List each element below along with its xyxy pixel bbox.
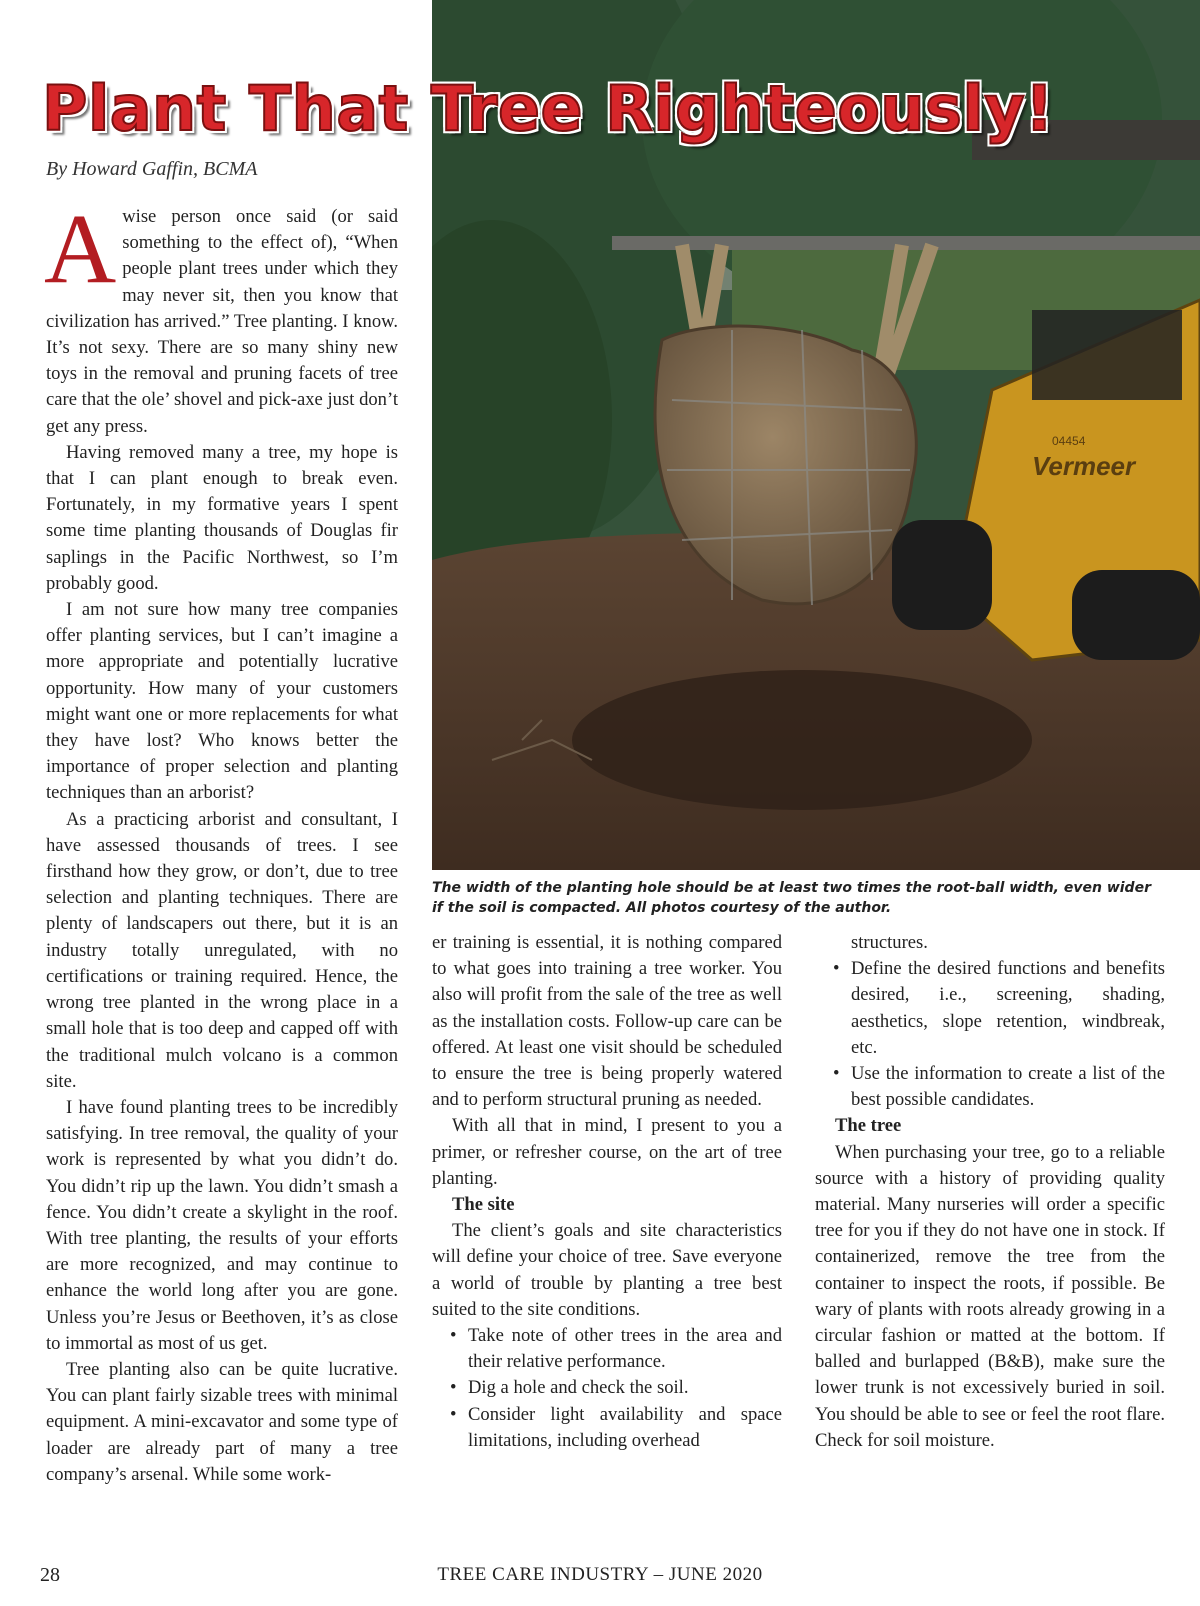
list-item: • Consider light availability and space limitations, including overhead (468, 1402, 782, 1454)
drop-cap: A (44, 193, 117, 304)
publication-footer: TREE CARE INDUSTRY – JUNE 2020 (437, 1564, 763, 1585)
column-1 (44, 193, 398, 1488)
paragraph: I am not sure how many tree companies offer planting services, but I can’t imagine a more appropriate and potentially lucrative opportunity. How many of your customers might want one or more replacements for what they have lost? Who knows better the importance of proper selection and planting techniques than an arborist? (46, 599, 398, 804)
list-item: • Define the desired functions and benefits desired, i.e., screening, shading, aesthetics, slope retention, windbreak, etc. (851, 956, 1165, 1061)
paragraph (44, 193, 398, 440)
paragraph: With all that in mind, I present to you a primer, or refresher course, on the art of tree planting. (432, 1115, 782, 1189)
article-title: Plant That Tree Righteously! (42, 72, 1054, 145)
section-heading-tree: The tree (835, 1115, 902, 1137)
list-item: • Use the information to create a list of the best possible candidates. (851, 1061, 1165, 1113)
site-bullet-list-continued (815, 956, 1165, 1113)
list-item: • Take note of other trees in the area and their relative performance. (468, 1323, 782, 1375)
column-3 (815, 930, 1165, 1454)
site-bullet-list (432, 1323, 782, 1454)
byline: By Howard Gaffin, BCMA (46, 158, 258, 180)
paragraph: The client’s goals and site characteristics will define your choice of tree. Save everyone a world of trouble by planting a tree best suited to the site conditions. (432, 1220, 782, 1320)
paragraph: er training is essential, it is nothing compared to what goes into training a tree worker. You also will profit from the sale of the tree as well as the installation costs. Follow-up care can be offered. At least one visit should be scheduled to ensure the tree is being properly watered and to perform structural pruning as needed. (432, 932, 782, 1111)
column-2 (432, 930, 782, 1454)
machine-number-label: 04454 (1052, 434, 1086, 448)
list-item: • Dig a hole and check the soil. (468, 1375, 782, 1401)
photo-caption: The width of the planting hole should be at least two times the root-ball width, even wider if the soil is compacted. All photos courtesy of the author. (432, 880, 1151, 916)
paragraph: When purchasing your tree, go to a reliable source with a history of providing quality material. Many nurseries will order a specific tree for you if they do not have one in stock. If containerized, remove the tree from the container to inspect the roots, if possible. Be wary of plants with roots already growing in a circular fashion or matted at the bottom. If balled and burlapped (B&B), make sure the lower trunk is not excessively buried in soil. You should be able to see or feel the root flare. Check for soil moisture. (815, 1141, 1165, 1451)
machine-brand-label: Vermeer (1032, 451, 1136, 481)
paragraph-text: wise person once said (or said something to the effect of), “When people plant trees under which they may never sit, then you know that civilization has arrived.” Tree planting. I know. It’s not sexy. There are so many shiny new toys in the removal and pruning facets of tree care that the ole’ shovel and pick-axe just don’t get any press. (46, 206, 398, 437)
paragraph: As a practicing arborist and consultant, I have assessed thousands of trees. I see firsthand how they grow, or don’t, due to tree selection and planting techniques. There are plenty of landscapers out there, but it is an industry totally unregulated, with no certifications or training required. Hence, the wrong tree planted in the wrong place in a small hole that is too deep and capped off with the traditional mulch volcano is a common site. (46, 808, 398, 1092)
paragraph: Tree planting also can be quite lucrative. You can plant fairly sizable trees with minimal equipment. A mini-excavator and some type of loader are already part of many a tree company’s arsenal. While some work- (46, 1358, 398, 1485)
paragraph: Having removed many a tree, my hope is that I can plant enough to break even. Fortunately, in my formative years I spent some time planting thousands of Douglas fir saplings in the Pacific Northwest, so I’m probably good. (46, 441, 398, 594)
paragraph: I have found planting trees to be incredibly satisfying. In tree removal, the quality of your work is represented by what you didn’t do. You didn’t rip up the lawn. You didn’t smash a fence. You didn’t create a skylight in the roof. With tree planting, the results of your efforts are more recognized, and may continue to enhance the world long after you are gone. Unless you’re Jesus or Beethoven, it’s as close to immortal as most of us get. (46, 1096, 398, 1354)
page-number: 28 (40, 1564, 60, 1586)
list-continuation: structures. (851, 932, 928, 953)
section-heading-site: The site (452, 1194, 515, 1216)
